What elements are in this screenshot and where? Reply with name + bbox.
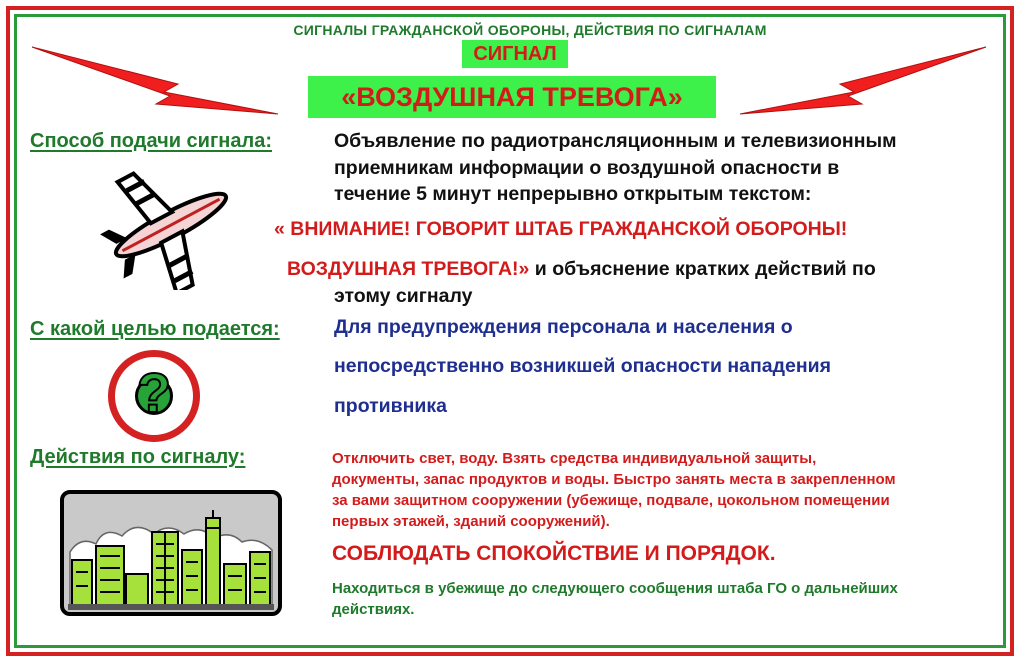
- calm-instruction: СОБЛЮДАТЬ СПОКОЙСТВИЕ И ПОРЯДОК.: [332, 542, 776, 565]
- announcement-explanation: и объяснение кратких действий по: [529, 258, 876, 280]
- signal-name-banner: «ВОЗДУШНАЯ ТРЕВОГА»: [308, 76, 716, 118]
- method-line-3: течение 5 минут непрерывно открытым текстом:: [334, 183, 812, 205]
- purpose-line-2: непосредственно возникшей опасности нападения: [334, 355, 831, 377]
- purpose-label: С какой целью подается:: [30, 318, 280, 340]
- stay-line-1: Находиться в убежище до следующего сообщения штаба ГО о дальнейших: [332, 580, 898, 597]
- signal-word-badge: СИГНАЛ: [462, 40, 568, 68]
- actions-line-1: Отключить свет, воду. Взять средства индивидуальной защиты,: [332, 450, 817, 467]
- announcement-line-1: « ВНИМАНИЕ! ГОВОРИТ ШТАБ ГРАЖДАНСКОЙ ОБОРОНЫ!: [274, 218, 848, 240]
- announcement-line-2: [287, 256, 876, 282]
- method-label: Способ подачи сигнала:: [30, 130, 272, 152]
- page-title: СИГНАЛЫ ГРАЖДАНСКОЙ ОБОРОНЫ, ДЕЙСТВИЯ ПО СИГНАЛАМ: [293, 22, 767, 38]
- purpose-line-1: Для предупреждения персонала и населения о: [334, 316, 793, 338]
- method-line-2: приемникам информации о воздушной опасности в: [334, 157, 840, 179]
- actions-line-4: первых этажей, зданий сооружений).: [332, 513, 610, 530]
- lightning-bolt-right-icon: [738, 44, 988, 124]
- actions-label: Действия по сигналу:: [30, 446, 246, 468]
- question-mark-icon: [108, 350, 200, 442]
- stay-line-2: действиях.: [332, 601, 415, 618]
- actions-line-2: документы, запас продуктов и воды. Быстро занять места в закрепленном: [332, 471, 896, 488]
- announcement-alarm: ВОЗДУШНАЯ ТРЕВОГА!»: [287, 258, 530, 280]
- lightning-bolt-left-icon: [30, 44, 280, 124]
- purpose-line-3: противника: [334, 395, 448, 417]
- method-line-last: этому сигналу: [334, 285, 473, 307]
- actions-line-3: за вами защитном сооружении (убежище, подвале, цокольном помещении: [332, 492, 890, 509]
- city-buildings-icon: [60, 490, 282, 616]
- method-line-1: Объявление по радиотрансляционным и телевизионным: [334, 130, 897, 152]
- airplane-icon: [96, 160, 246, 290]
- question-mark-glyph: ?: [136, 361, 172, 424]
